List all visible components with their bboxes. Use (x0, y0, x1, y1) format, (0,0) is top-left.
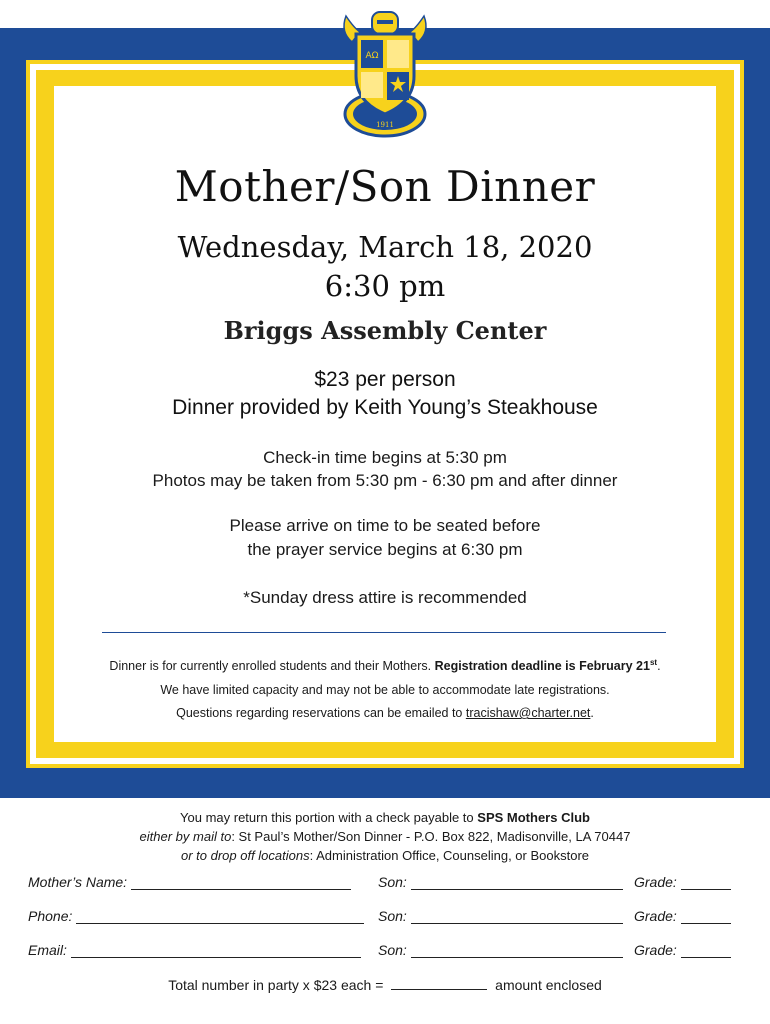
event-caterer: Dinner provided by Keith Young’s Steakhouse (172, 396, 598, 419)
mother-name-label: Mother’s Name: (28, 874, 128, 890)
notice-line1: Dinner is for currently enrolled students and their Mothers. Registration deadline is February 21st. (109, 658, 661, 674)
arrival-note-line2: the prayer service begins at 6:30 pm (247, 540, 523, 559)
party-total-field[interactable] (391, 977, 487, 990)
event-date: Wednesday, March 18, 2020 (177, 230, 593, 264)
contact-email-link[interactable]: tracishaw@charter.net (465, 706, 591, 720)
form-row-email (28, 942, 742, 964)
return-instructions-line1: You may return this portion with a check payable to SPS Mothers Club (180, 810, 590, 825)
grade-field-2[interactable] (681, 909, 731, 924)
event-time: 6:30 pm (324, 269, 446, 303)
total-line (0, 977, 770, 993)
form-row-mother (28, 874, 742, 896)
arrival-note-line1: Please arrive on time to be seated before (229, 516, 541, 535)
photo-times: Photos may be taken from 5:30 pm - 6:30 pm and after dinner (152, 471, 618, 490)
son-name-field-1[interactable] (411, 875, 623, 890)
return-instructions-line3: or to drop off locations: Administration Office, Counseling, or Bookstore (180, 848, 590, 863)
payee-name: SPS Mothers Club (477, 810, 590, 825)
son-label: Son: (378, 908, 407, 924)
grade-field-3[interactable] (681, 943, 731, 958)
grade-label: Grade: (634, 942, 677, 958)
form-row-phone (28, 908, 742, 930)
email-label: Email: (28, 942, 67, 958)
phone-label: Phone: (28, 908, 73, 924)
notice-line2: We have limited capacity and may not be able to accommodate late registrations. (160, 683, 610, 697)
email-field[interactable] (71, 943, 361, 958)
son-name-field-3[interactable] (411, 943, 623, 958)
checkin-time: Check-in time begins at 5:30 pm (263, 448, 507, 467)
registration-deadline: Registration deadline is February 21st (434, 658, 658, 674)
phone-field[interactable] (76, 909, 364, 924)
grade-label: Grade: (634, 908, 677, 924)
grade-label: Grade: (634, 874, 677, 890)
event-title: Mother/Son Dinner (174, 162, 596, 211)
notice-line3: Questions regarding reservations can be emailed to tracishaw@charter.net. (176, 706, 594, 720)
divider-line (102, 632, 666, 633)
son-name-field-2[interactable] (411, 909, 623, 924)
grade-field-1[interactable] (681, 875, 731, 890)
dress-code: *Sunday dress attire is recommended (243, 588, 527, 607)
amount-enclosed-label: amount enclosed (495, 977, 602, 993)
event-price: $23 per person (314, 368, 456, 391)
son-label: Son: (378, 942, 407, 958)
return-instructions-line2: either by mail to: St Paul’s Mother/Son Dinner - P.O. Box 822, Madisonville, LA 70447 (139, 829, 631, 844)
crest-year: 1911 (376, 121, 394, 129)
event-venue: Briggs Assembly Center (223, 316, 547, 345)
son-label: Son: (378, 874, 407, 890)
school-crest-logo (330, 2, 440, 142)
mother-name-field[interactable] (131, 875, 351, 890)
svg-text:AΩ: AΩ (365, 51, 379, 61)
total-label: Total number in party x $23 each = (168, 977, 384, 993)
notice-eligibility: Dinner is for currently enrolled students and their Mothers. (109, 659, 432, 674)
